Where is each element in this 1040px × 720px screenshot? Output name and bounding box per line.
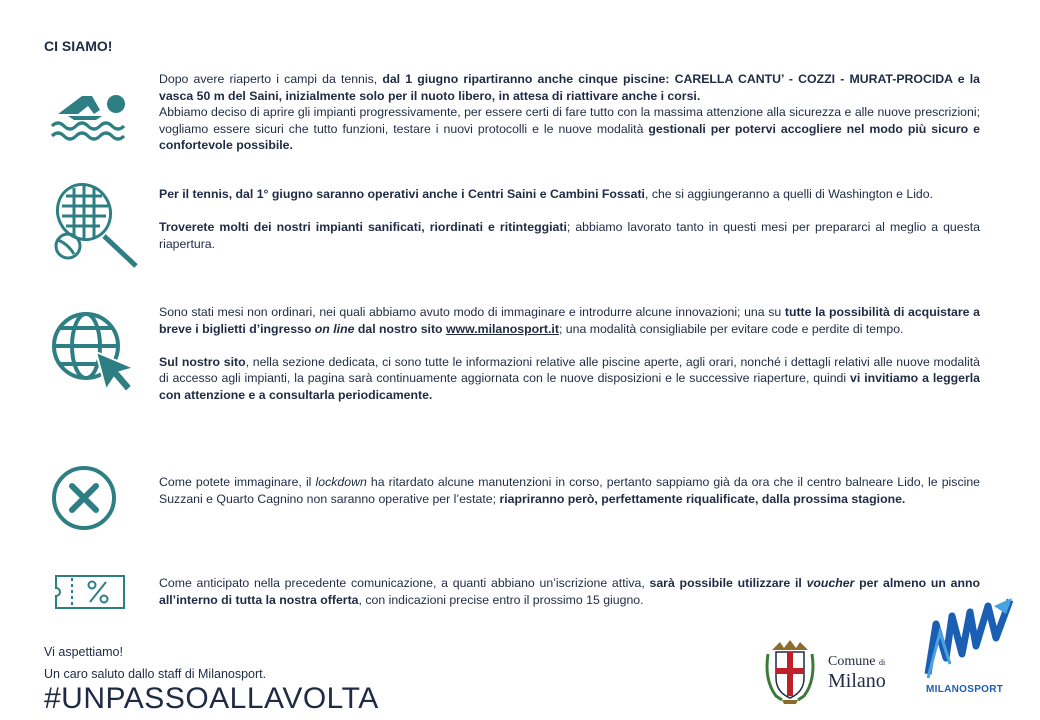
voucher-text: Come anticipato nella precedente comunicazione, a quanti abbiano un’iscrizione attiva, sarà possibile utilizzare il voucher per almeno un anno all’interno di tutta la nostra offerta, con indicazioni precise entro il prossimo 15 giugno. xyxy=(159,576,980,607)
online-text: Sono stati mesi non ordinari, nei quali abbiamo avuto modo di immaginare e introdurre alcune innovazioni; una su tutte la possibilità di acquistare a breve i biglietti d’ingresso on line dal nostro sito www.milanosport.it; una modalità consigliabile per evitare code e perdite di tempo. Sul nostro sito, nella sezione dedicata, ci sono tutte le informazioni relative alle piscine aperte, agli orari, nonché i dettagli relativi alle nuove modalità di accesso agli impianti, la pagina sarà continuamente aggiornata con le nuove disposizioni e le successive riaperture, quindi vi invitiamo a leggerla con attenzione e a consultarla periodicamente. xyxy=(159,305,981,402)
closed-text: Come potete immaginare, il lockdown ha ritardato alcune manutenzioni in corso, pertanto sappiamo già da ora che il centro balneare Lido, le piscine Suzzani e Quarto Cagnino non saranno operative per l’estate; riapriranno però, perfettamente riqualificate, dalla prossima stagione. xyxy=(159,475,980,506)
coat-of-arms-icon xyxy=(762,640,818,706)
tennis-icon xyxy=(48,180,142,270)
pools-text: Dopo avere riaperto i campi da tennis, dal 1 giugno ripartiranno anche cinque piscine: CARELLA CANTU’ - COZZI - MURAT-PROCIDA e la vasca 50 m del Saini, inizialmente solo per il nuoto libero, in attesa di riattivare anche i corsi. Abbiamo deciso di aprire gli impianti progressivamente, per essere certi di fare tutto con la massima attenzione alla sicurezza e alle nuove prescrizioni; vogliamo essere sicuri che tutto funzioni, testare i nuovi protocolli e le nuove modalità gestionali per potervi accogliere nel modo più sicuro e confortevole possibile. xyxy=(159,72,980,153)
tennis-text: Per il tennis, dal 1° giugno saranno operativi anche i Centri Saini e Cambini Fossati, che si aggiungeranno a quelli di Washington e Lido. Troverete molti dei nostri impianti sanificati, riordinati e ritinteggiati; abbiamo lavorato tanto in questi mesi per prepararci al meglio a questa riapertura. xyxy=(159,187,980,251)
comune-milano-logo: Comune di Milano xyxy=(762,640,892,706)
footer-signature: Un caro saluto dallo staff di Milanosport. xyxy=(44,667,267,681)
swimmer-icon xyxy=(48,84,132,144)
globe-cursor-icon xyxy=(48,308,140,394)
milanosport-logo: MILANOSPORT xyxy=(922,598,1014,702)
footer-greeting: Vi aspettiamo! xyxy=(44,645,123,659)
milanosport-mark-icon xyxy=(922,598,1014,684)
page-title: CI SIAMO! xyxy=(44,38,113,54)
website-link[interactable]: www.milanosport.it xyxy=(445,321,559,336)
close-circle-icon xyxy=(48,462,120,534)
hashtag: #UNPASSOALLAVOLTA xyxy=(44,682,379,715)
ticket-percent-icon xyxy=(48,572,128,612)
